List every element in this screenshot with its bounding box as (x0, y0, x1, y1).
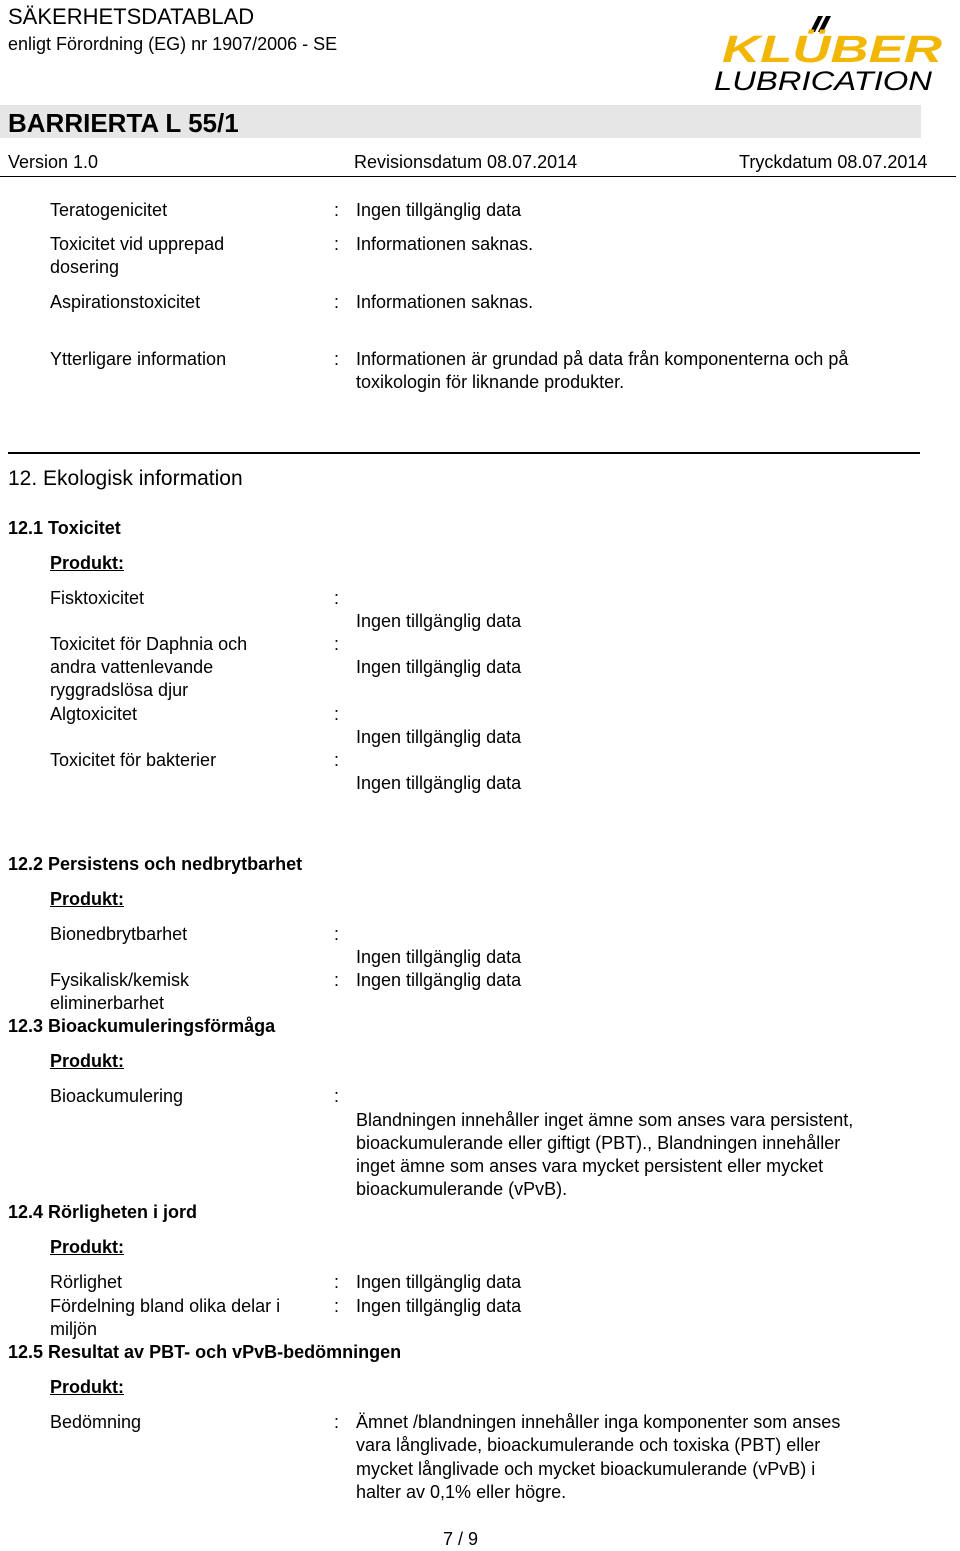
row-label: Toxicitet för Daphnia och (50, 634, 248, 654)
colon: : (334, 750, 340, 770)
produkt-label: Produkt: (50, 889, 124, 909)
subsection-title: 12.4 Rörligheten i jord (8, 1202, 198, 1222)
row-value: Ingen tillgänglig data (356, 773, 522, 793)
row-value: Informationen saknas. (356, 234, 534, 254)
row-label: Algtoxicitet (50, 704, 138, 724)
row-label: Toxicitet för bakterier (50, 750, 217, 770)
row-label: Teratogenicitet (50, 200, 168, 220)
colon: : (334, 1296, 340, 1316)
row-label: Bionedbrytbarhet (50, 924, 188, 944)
row-label: Bioackumulering (50, 1086, 184, 1106)
row-value: Informationen är grundad på data från komponenterna och på (356, 349, 849, 369)
row-value: Blandningen innehåller inget ämne som anses vara persistent, (356, 1110, 854, 1130)
logo-wordmark: KLÜBER (722, 29, 881, 71)
row-value: Ingen tillgänglig data (356, 727, 522, 747)
row-value: Ingen tillgänglig data (356, 1296, 522, 1316)
section-title: 12. Ekologisk information (8, 467, 243, 490)
colon: : (334, 1272, 340, 1292)
header-divider (0, 176, 956, 177)
version: Version 1.0 (8, 152, 99, 172)
row-value: halter av 0,1% eller högre. (356, 1482, 567, 1502)
subsection-title: 12.1 Toxicitet (8, 518, 121, 538)
colon: : (334, 200, 340, 220)
row-value: Ingen tillgänglig data (356, 657, 522, 677)
row-label: Bedömning (50, 1412, 142, 1432)
colon: : (334, 704, 340, 724)
colon: : (334, 588, 340, 608)
subsection-title: 12.5 Resultat av PBT- och vPvB-bedömningen (8, 1342, 402, 1362)
subsection-title: 12.2 Persistens och nedbrytbarhet (8, 854, 303, 874)
colon: : (334, 1412, 340, 1432)
page-number: 7 / 9 (443, 1529, 479, 1549)
row-value: mycket långlivade och mycket bioackumulerande (vPvB) i (356, 1459, 816, 1479)
subsection-title: 12.3 Bioackumuleringsförmåga (8, 1016, 276, 1036)
print-date: Tryckdatum 08.07.2014 (739, 152, 928, 172)
row-label: Toxicitet vid upprepad (50, 234, 225, 254)
document-title: SÄKERHETSDATABLAD (8, 4, 255, 29)
row-value: Informationen saknas. (356, 292, 534, 312)
row-label: eliminerbarhet (50, 993, 165, 1013)
row-label: Fisktoxicitet (50, 588, 145, 608)
row-label: Fördelning bland olika delar i (50, 1296, 281, 1316)
colon: : (334, 292, 340, 312)
regulation-subtitle: enligt Förordning (EG) nr 1907/2006 - SE (8, 34, 338, 54)
row-value: bioackumulerande eller giftigt (PBT)., Blandningen innehåller (356, 1133, 841, 1153)
row-value: toxikologin för liknande produkter. (356, 372, 625, 392)
row-value: Ingen tillgänglig data (356, 200, 522, 220)
kluber-logo (712, 14, 948, 94)
section-divider (8, 452, 920, 454)
row-value: inget ämne som anses vara mycket persistent eller mycket (356, 1156, 824, 1176)
produkt-label: Produkt: (50, 553, 124, 573)
row-value: Ingen tillgänglig data (356, 1272, 522, 1292)
row-label: andra vattenlevande (50, 657, 214, 677)
logo-subtitle: LUBRICATION (714, 66, 933, 94)
revision-date: Revisionsdatum 08.07.2014 (354, 152, 578, 172)
row-value: Ämnet /blandningen innehåller inga komponenter som anses (356, 1412, 841, 1432)
produkt-label: Produkt: (50, 1237, 124, 1257)
product-name: BARRIERTA L 55/1 (8, 108, 239, 138)
colon: : (334, 234, 340, 254)
row-label: miljön (50, 1319, 98, 1339)
row-value: bioackumulerande (vPvB). (356, 1179, 568, 1199)
row-label: dosering (50, 257, 120, 277)
row-value: Ingen tillgänglig data (356, 611, 522, 631)
row-label: Ytterligare information (50, 349, 227, 369)
row-label: Rörlighet (50, 1272, 123, 1292)
row-label: Fysikalisk/kemisk (50, 970, 190, 990)
colon: : (334, 924, 340, 944)
row-value: vara långlivade, bioackumulerande och toxiska (PBT) eller (356, 1435, 821, 1455)
colon: : (334, 349, 340, 369)
row-label: Aspirationstoxicitet (50, 292, 201, 312)
product-name-bar (0, 105, 921, 138)
colon: : (334, 1086, 340, 1106)
row-label: ryggradslösa djur (50, 680, 189, 700)
row-value: Ingen tillgänglig data (356, 970, 522, 990)
row-value: Ingen tillgänglig data (356, 947, 522, 967)
produkt-label: Produkt: (50, 1051, 124, 1071)
produkt-label: Produkt: (50, 1377, 124, 1397)
colon: : (334, 634, 340, 654)
colon: : (334, 970, 340, 990)
